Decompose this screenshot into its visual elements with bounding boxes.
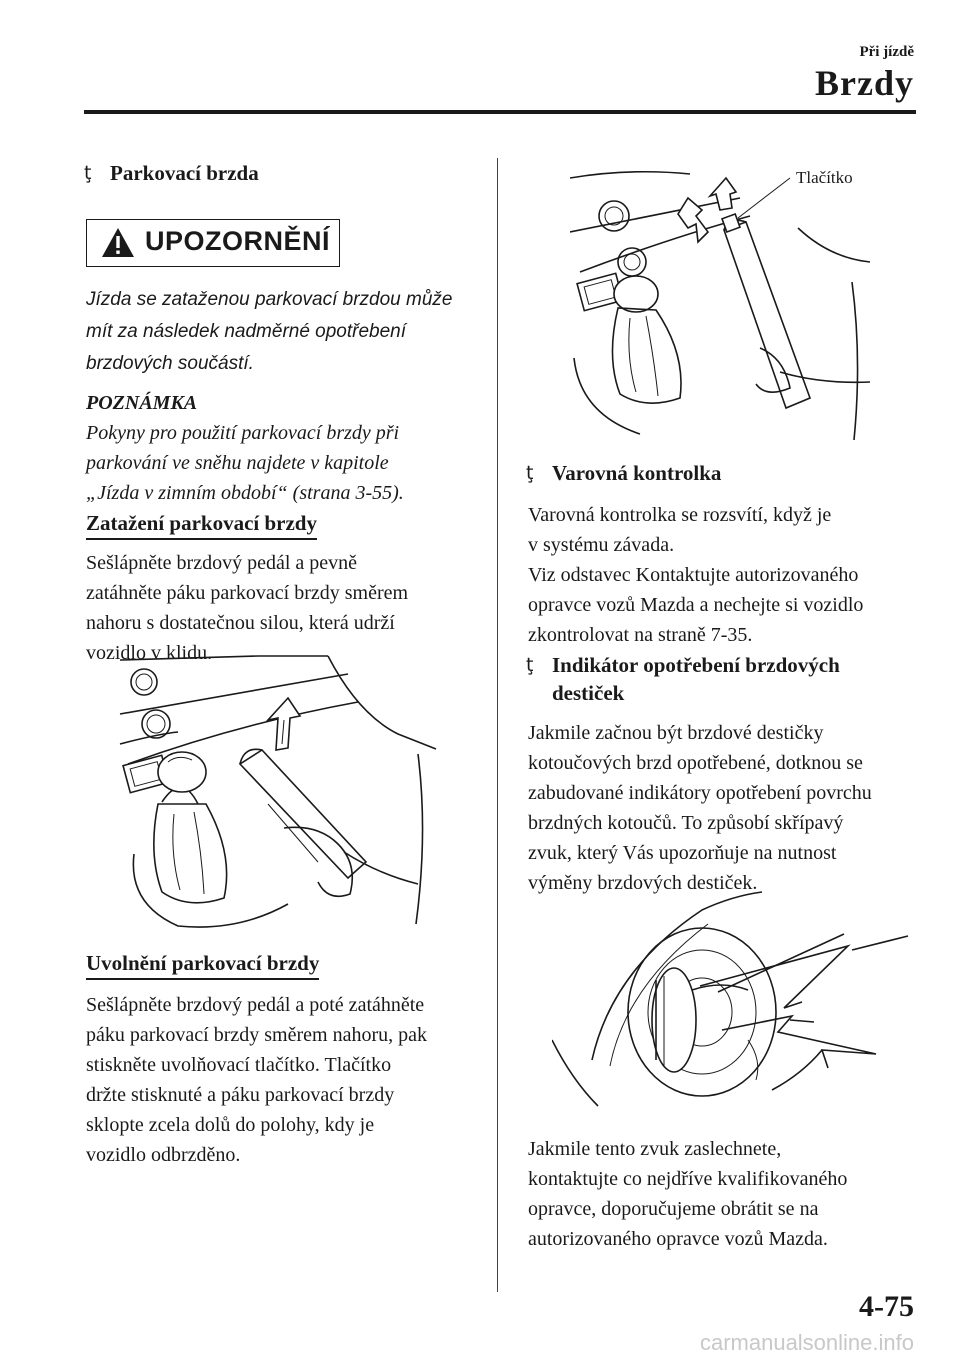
section-bullet-icon: ţ — [84, 162, 92, 184]
wear-title-line2: destiček — [552, 681, 625, 705]
column-divider — [497, 158, 498, 1292]
page-title: Brzdy — [815, 63, 914, 103]
brake-wear-indicator-illustration — [552, 890, 912, 1124]
warning-light-text: Varovná kontrolka se rozsvítí, když je v systému závada. Viz odstavec Kontaktujte autorizovaného opravce vozů Mazda a nechejte si vozidlo zkontrolovat na straně 7-35. — [528, 504, 864, 646]
apply-title: Zatažení parkovací brzdy — [86, 508, 317, 540]
chapter-label: Při jízdě — [859, 44, 914, 60]
warning-triangle-icon — [101, 227, 135, 258]
section-bullet-icon: ţ — [526, 654, 534, 676]
section-title-warning-light — [526, 458, 722, 488]
watermark: carmanualsonline.info — [699, 1330, 914, 1355]
caution-label: UPOZORNĚNÍ — [145, 226, 331, 256]
wear-after-text: Jakmile tento zvuk zaslechnete, kontaktujte co nejdříve kvalifikovaného opravce, doporučujeme obrátit se na autorizovaného opravce vozů Mazda. — [528, 1138, 848, 1250]
release-text: Sešlápněte brzdový pedál a poté zatáhněte páku parkovací brzdy směrem nahoru, pak stiskněte uvolňovací tlačítko. Tlačítko držte stisknuté a páku parkovací brzdy sklopte zcela dolů do polohy, kdy je vozidlo odbrzděno. — [86, 994, 427, 1166]
release-title: Uvolnění parkovací brzdy — [86, 948, 319, 980]
release-heading — [86, 948, 319, 980]
section-title-wear-indicator — [526, 650, 840, 680]
wear-title-line1: Indikátor opotřebení brzdových — [552, 653, 840, 677]
section-title-parking-brake — [84, 158, 259, 188]
parking-brake-release-illustration — [570, 158, 870, 440]
wear-text: Jakmile začnou být brzdové destičky kotoučových brzd opotřebené, dotknou se zabudované indikátory opotřebení povrchu brzdných kotoučů. To způsobí skřípavý zvuk, který Vás upozorňuje na nutnost výměny brzdových destiček. — [528, 722, 872, 894]
page-number: 4-75 — [859, 1290, 914, 1323]
warning-light-title: Varovná kontrolka — [552, 461, 722, 485]
parking-brake-apply-illustration — [118, 654, 438, 932]
apply-text: Sešlápněte brzdový pedál a pevně zatáhněte páku parkovací brzdy směrem nahoru s dostatečnou silou, která udrží vozidlo v klidu. — [86, 552, 409, 664]
caution-box — [86, 219, 340, 267]
section-title-text: Parkovací brzda — [110, 161, 259, 185]
note-title: POZNÁMKA — [86, 392, 198, 414]
caution-text: Jízda se zataženou parkovací brzdou může mít za následek nadměrné opotřebení brzdových součástí. — [86, 289, 453, 374]
apply-heading — [86, 508, 317, 540]
section-bullet-icon: ţ — [526, 462, 534, 484]
header-rule — [84, 110, 916, 114]
figure-label-button: Tlačítko — [796, 168, 853, 187]
note-text: Pokyny pro použití parkovací brzdy při parkování ve sněhu najdete v kapitole „Jízda v zimním období“ (strana 3-55). — [86, 422, 404, 504]
